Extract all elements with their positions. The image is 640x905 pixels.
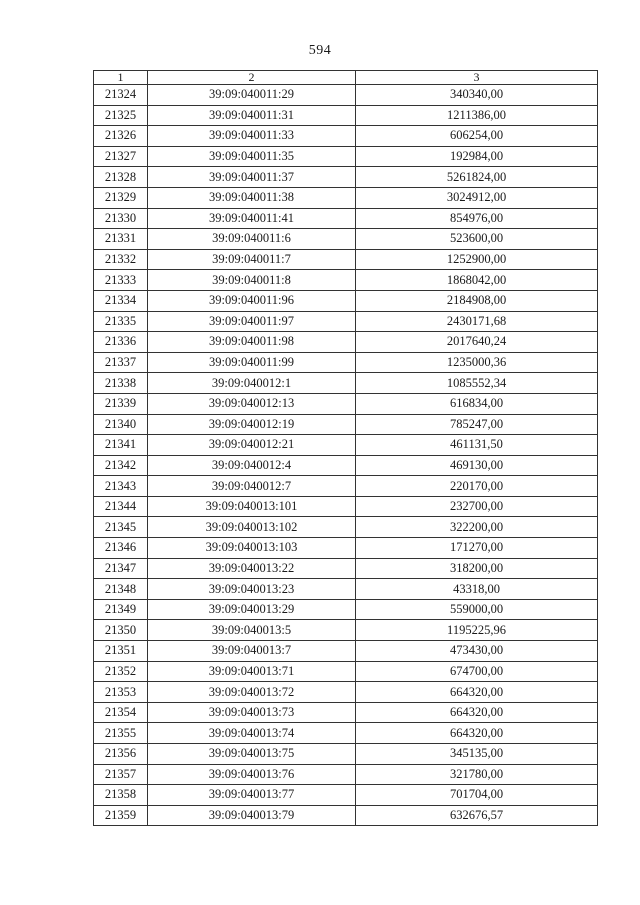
cadastral-number-cell: 39:09:040011:96 bbox=[148, 290, 356, 311]
row-number-cell: 21352 bbox=[94, 661, 148, 682]
table-row bbox=[94, 764, 598, 785]
table-row bbox=[94, 455, 598, 476]
cadastral-number-cell: 39:09:040013:5 bbox=[148, 620, 356, 641]
table-row bbox=[94, 496, 598, 517]
row-number-cell: 21358 bbox=[94, 785, 148, 806]
table-row bbox=[94, 414, 598, 435]
cadastral-value-cell: 469130,00 bbox=[356, 455, 598, 476]
table-row bbox=[94, 599, 598, 620]
cadastral-number-cell: 39:09:040011:41 bbox=[148, 208, 356, 229]
table-header-row bbox=[94, 71, 598, 85]
table-row bbox=[94, 249, 598, 270]
cadastral-value-cell: 171270,00 bbox=[356, 538, 598, 559]
cadastral-number-cell: 39:09:040011:38 bbox=[148, 187, 356, 208]
row-number-cell: 21342 bbox=[94, 455, 148, 476]
table-row bbox=[94, 682, 598, 703]
column-header-1: 1 bbox=[94, 71, 148, 85]
cadastral-value-cell: 701704,00 bbox=[356, 785, 598, 806]
cadastral-number-cell: 39:09:040011:97 bbox=[148, 311, 356, 332]
cadastral-number-cell: 39:09:040013:75 bbox=[148, 744, 356, 765]
row-number-cell: 21355 bbox=[94, 723, 148, 744]
table-row bbox=[94, 702, 598, 723]
cadastral-value-cell: 785247,00 bbox=[356, 414, 598, 435]
row-number-cell: 21331 bbox=[94, 229, 148, 250]
cadastral-number-cell: 39:09:040013:22 bbox=[148, 558, 356, 579]
cadastral-number-cell: 39:09:040013:102 bbox=[148, 517, 356, 538]
table-row bbox=[94, 805, 598, 826]
cadastral-value-cell: 220170,00 bbox=[356, 476, 598, 497]
cadastral-number-cell: 39:09:040013:71 bbox=[148, 661, 356, 682]
page-number: 594 bbox=[308, 43, 332, 58]
cadastral-value-cell: 664320,00 bbox=[356, 702, 598, 723]
cadastral-value-cell: 345135,00 bbox=[356, 744, 598, 765]
cadastral-number-cell: 39:09:040011:98 bbox=[148, 332, 356, 353]
row-number-cell: 21345 bbox=[94, 517, 148, 538]
row-number-cell: 21327 bbox=[94, 146, 148, 167]
row-number-cell: 21354 bbox=[94, 702, 148, 723]
table-row bbox=[94, 105, 598, 126]
cadastral-value-cell: 322200,00 bbox=[356, 517, 598, 538]
row-number-cell: 21328 bbox=[94, 167, 148, 188]
cadastral-number-cell: 39:09:040013:74 bbox=[148, 723, 356, 744]
cadastral-value-cell: 632676,57 bbox=[356, 805, 598, 826]
row-number-cell: 21332 bbox=[94, 249, 148, 270]
row-number-cell: 21335 bbox=[94, 311, 148, 332]
cadastral-number-cell: 39:09:040011:99 bbox=[148, 352, 356, 373]
cadastral-number-cell: 39:09:040011:31 bbox=[148, 105, 356, 126]
column-header-3: 3 bbox=[356, 71, 598, 85]
cadastral-value-cell: 1085552,34 bbox=[356, 373, 598, 394]
table-row bbox=[94, 311, 598, 332]
row-number-cell: 21347 bbox=[94, 558, 148, 579]
table-row bbox=[94, 558, 598, 579]
cadastral-value-cell: 321780,00 bbox=[356, 764, 598, 785]
cadastral-number-cell: 39:09:040013:79 bbox=[148, 805, 356, 826]
cadastral-value-cell: 192984,00 bbox=[356, 146, 598, 167]
cadastral-number-cell: 39:09:040013:7 bbox=[148, 641, 356, 662]
cadastral-number-cell: 39:09:040013:76 bbox=[148, 764, 356, 785]
row-number-cell: 21324 bbox=[94, 85, 148, 106]
row-number-cell: 21333 bbox=[94, 270, 148, 291]
cadastral-number-cell: 39:09:040012:1 bbox=[148, 373, 356, 394]
cadastral-number-cell: 39:09:040013:103 bbox=[148, 538, 356, 559]
table-row bbox=[94, 290, 598, 311]
table-row bbox=[94, 373, 598, 394]
cadastral-value-cell: 2430171,68 bbox=[356, 311, 598, 332]
cadastral-value-cell: 461131,50 bbox=[356, 435, 598, 456]
table-row bbox=[94, 229, 598, 250]
cadastral-number-cell: 39:09:040012:21 bbox=[148, 435, 356, 456]
row-number-cell: 21336 bbox=[94, 332, 148, 353]
row-number-cell: 21356 bbox=[94, 744, 148, 765]
table-row bbox=[94, 723, 598, 744]
cadastral-value-cell: 1235000,36 bbox=[356, 352, 598, 373]
cadastral-value-cell: 523600,00 bbox=[356, 229, 598, 250]
cadastral-value-cell: 5261824,00 bbox=[356, 167, 598, 188]
table-row bbox=[94, 744, 598, 765]
cadastral-value-cell: 1868042,00 bbox=[356, 270, 598, 291]
cadastral-value-cell: 1252900,00 bbox=[356, 249, 598, 270]
cadastral-value-cell: 606254,00 bbox=[356, 126, 598, 147]
row-number-cell: 21350 bbox=[94, 620, 148, 641]
row-number-cell: 21348 bbox=[94, 579, 148, 600]
table-row bbox=[94, 146, 598, 167]
table-row bbox=[94, 661, 598, 682]
cadastral-value-table bbox=[93, 70, 598, 826]
row-number-cell: 21330 bbox=[94, 208, 148, 229]
table-row bbox=[94, 538, 598, 559]
cadastral-number-cell: 39:09:040011:8 bbox=[148, 270, 356, 291]
row-number-cell: 21357 bbox=[94, 764, 148, 785]
cadastral-value-cell: 854976,00 bbox=[356, 208, 598, 229]
table-row bbox=[94, 85, 598, 106]
table-row bbox=[94, 332, 598, 353]
row-number-cell: 21329 bbox=[94, 187, 148, 208]
table-row bbox=[94, 352, 598, 373]
cadastral-value-cell: 1195225,96 bbox=[356, 620, 598, 641]
cadastral-number-cell: 39:09:040011:35 bbox=[148, 146, 356, 167]
cadastral-number-cell: 39:09:040011:29 bbox=[148, 85, 356, 106]
cadastral-number-cell: 39:09:040012:13 bbox=[148, 393, 356, 414]
cadastral-number-cell: 39:09:040011:37 bbox=[148, 167, 356, 188]
cadastral-number-cell: 39:09:040011:6 bbox=[148, 229, 356, 250]
cadastral-value-cell: 2184908,00 bbox=[356, 290, 598, 311]
cadastral-value-cell: 664320,00 bbox=[356, 723, 598, 744]
column-header-2: 2 bbox=[148, 71, 356, 85]
cadastral-value-cell: 664320,00 bbox=[356, 682, 598, 703]
row-number-cell: 21338 bbox=[94, 373, 148, 394]
table-row bbox=[94, 620, 598, 641]
cadastral-value-cell: 1211386,00 bbox=[356, 105, 598, 126]
row-number-cell: 21341 bbox=[94, 435, 148, 456]
table-row bbox=[94, 208, 598, 229]
row-number-cell: 21326 bbox=[94, 126, 148, 147]
row-number-cell: 21349 bbox=[94, 599, 148, 620]
cadastral-number-cell: 39:09:040013:101 bbox=[148, 496, 356, 517]
row-number-cell: 21346 bbox=[94, 538, 148, 559]
table-row bbox=[94, 187, 598, 208]
cadastral-number-cell: 39:09:040012:19 bbox=[148, 414, 356, 435]
table-row bbox=[94, 641, 598, 662]
cadastral-value-cell: 674700,00 bbox=[356, 661, 598, 682]
table-row bbox=[94, 126, 598, 147]
table-row bbox=[94, 270, 598, 291]
cadastral-value-cell: 232700,00 bbox=[356, 496, 598, 517]
cadastral-value-cell: 473430,00 bbox=[356, 641, 598, 662]
cadastral-value-cell: 616834,00 bbox=[356, 393, 598, 414]
row-number-cell: 21353 bbox=[94, 682, 148, 703]
row-number-cell: 21325 bbox=[94, 105, 148, 126]
cadastral-number-cell: 39:09:040012:4 bbox=[148, 455, 356, 476]
table-row bbox=[94, 167, 598, 188]
cadastral-value-cell: 2017640,24 bbox=[356, 332, 598, 353]
table-body bbox=[94, 85, 598, 826]
cadastral-number-cell: 39:09:040011:33 bbox=[148, 126, 356, 147]
row-number-cell: 21334 bbox=[94, 290, 148, 311]
cadastral-value-cell: 559000,00 bbox=[356, 599, 598, 620]
row-number-cell: 21340 bbox=[94, 414, 148, 435]
cadastral-value-cell: 318200,00 bbox=[356, 558, 598, 579]
row-number-cell: 21351 bbox=[94, 641, 148, 662]
table-row bbox=[94, 435, 598, 456]
row-number-cell: 21343 bbox=[94, 476, 148, 497]
cadastral-number-cell: 39:09:040011:7 bbox=[148, 249, 356, 270]
cadastral-number-cell: 39:09:040013:72 bbox=[148, 682, 356, 703]
row-number-cell: 21339 bbox=[94, 393, 148, 414]
table-row bbox=[94, 785, 598, 806]
row-number-cell: 21359 bbox=[94, 805, 148, 826]
table-row bbox=[94, 517, 598, 538]
cadastral-number-cell: 39:09:040013:77 bbox=[148, 785, 356, 806]
cadastral-value-cell: 340340,00 bbox=[356, 85, 598, 106]
cadastral-number-cell: 39:09:040013:23 bbox=[148, 579, 356, 600]
table-row bbox=[94, 579, 598, 600]
row-number-cell: 21337 bbox=[94, 352, 148, 373]
table-row bbox=[94, 393, 598, 414]
cadastral-value-cell: 43318,00 bbox=[356, 579, 598, 600]
cadastral-value-cell: 3024912,00 bbox=[356, 187, 598, 208]
table-row bbox=[94, 476, 598, 497]
cadastral-number-cell: 39:09:040013:29 bbox=[148, 599, 356, 620]
row-number-cell: 21344 bbox=[94, 496, 148, 517]
cadastral-number-cell: 39:09:040013:73 bbox=[148, 702, 356, 723]
cadastral-number-cell: 39:09:040012:7 bbox=[148, 476, 356, 497]
